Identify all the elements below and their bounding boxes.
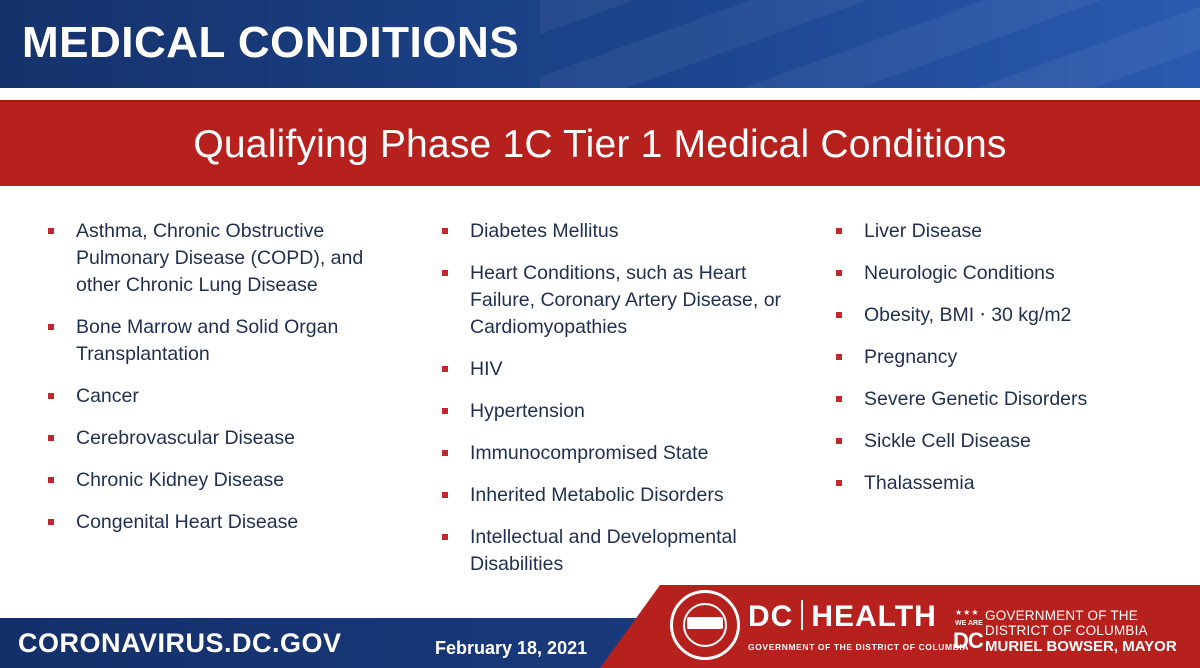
condition-label: Diabetes Mellitus [470, 220, 619, 242]
bullet-square-icon [442, 408, 448, 414]
condition-item [836, 470, 1196, 497]
top-header [0, 0, 1200, 88]
condition-label: Cancer [76, 385, 139, 407]
condition-item [48, 425, 408, 452]
gov-dc-mark: DC [953, 628, 983, 653]
condition-item [442, 482, 802, 509]
condition-item [836, 260, 1196, 287]
bullet-square-icon [836, 438, 842, 444]
condition-label: Chronic Kidney Disease [76, 469, 285, 491]
condition-item [442, 440, 802, 467]
condition-item [48, 509, 408, 536]
bullet-square-icon [836, 396, 842, 402]
we-are-label: WE ARE [955, 620, 983, 627]
dc-seal-icon [670, 590, 740, 660]
bullet-square-icon [442, 366, 448, 372]
condition-label: HIV [470, 358, 503, 380]
header-divider [0, 88, 1200, 100]
condition-item [442, 218, 802, 245]
seal-center-tag [687, 617, 723, 629]
conditions-column-2 [442, 218, 802, 593]
bullet-square-icon [48, 435, 54, 441]
bullet-square-icon [836, 270, 842, 276]
condition-label: Severe Genetic Disorders [864, 388, 1088, 410]
condition-item [836, 428, 1196, 455]
condition-item [442, 398, 802, 425]
bullet-square-icon [442, 270, 448, 276]
condition-item [48, 314, 408, 368]
condition-item [836, 386, 1196, 413]
condition-item [836, 344, 1196, 371]
conditions-list-2 [442, 218, 802, 578]
banner-title: Qualifying Phase 1C Tier 1 Medical Conditions [193, 123, 1007, 166]
dc-health-logo [748, 600, 937, 634]
conditions-column-1 [48, 218, 408, 551]
logo-divider [801, 600, 803, 630]
condition-item [836, 302, 1196, 329]
condition-label: Heart Conditions, such as Heart Failure, Coronary Artery Disease, or Cardiomyopathies [470, 262, 782, 338]
bullet-square-icon [442, 534, 448, 540]
bullet-square-icon [442, 228, 448, 234]
page-title: MEDICAL CONDITIONS [22, 18, 520, 67]
condition-item [48, 218, 408, 299]
condition-item [48, 467, 408, 494]
dc-health-health: HEALTH [811, 600, 937, 633]
bullet-square-icon [836, 312, 842, 318]
footer-date: February 18, 2021 [435, 638, 588, 658]
condition-label: Pregnancy [864, 346, 958, 368]
condition-label: Asthma, Chronic Obstructive Pulmonary Disease (COPD), and other Chronic Lung Disease [76, 220, 364, 296]
conditions-list-1 [48, 218, 408, 536]
bullet-square-icon [48, 228, 54, 234]
website-url: CORONAVIRUS.DC.GOV [18, 628, 342, 658]
gov-line-1: GOVERNMENT OF THE [985, 608, 1138, 623]
bullet-square-icon [48, 393, 54, 399]
condition-label: Obesity, BMI ⋅ 30 kg/m2 [864, 304, 1072, 326]
header-stripes [540, 0, 1200, 88]
conditions-column-3 [836, 218, 1196, 512]
conditions-list-3 [836, 218, 1196, 497]
condition-label: Congenital Heart Disease [76, 511, 299, 533]
condition-label: Thalassemia [864, 472, 975, 494]
condition-item [442, 356, 802, 383]
red-banner [0, 100, 1200, 186]
condition-label: Liver Disease [864, 220, 983, 242]
gov-line-2: DISTRICT OF COLUMBIA [985, 623, 1148, 638]
condition-item [836, 218, 1196, 245]
dc-health-dc: DC [748, 600, 794, 633]
condition-label: Immunocompromised State [470, 442, 709, 464]
bullet-square-icon [48, 519, 54, 525]
bullet-square-icon [48, 324, 54, 330]
bullet-square-icon [442, 450, 448, 456]
dc-health-subtitle: GOVERNMENT OF THE DISTRICT OF COLUMBIA [748, 642, 970, 652]
condition-label: Bone Marrow and Solid Organ Transplantation [76, 316, 339, 365]
bullet-square-icon [836, 354, 842, 360]
condition-label: Intellectual and Developmental Disabilities [470, 526, 737, 575]
condition-item [48, 383, 408, 410]
condition-label: Inherited Metabolic Disorders [470, 484, 724, 506]
government-text [985, 608, 1195, 655]
condition-item [442, 260, 802, 341]
bullet-square-icon [442, 492, 448, 498]
bullet-square-icon [48, 477, 54, 483]
dc-flag-stars-icon: ★★★ [955, 608, 980, 617]
condition-label: Cerebrovascular Disease [76, 427, 295, 449]
bullet-square-icon [836, 480, 842, 486]
condition-label: Hypertension [470, 400, 585, 422]
condition-item [442, 524, 802, 578]
condition-label: Neurologic Conditions [864, 262, 1055, 284]
bullet-square-icon [836, 228, 842, 234]
condition-label: Sickle Cell Disease [864, 430, 1031, 452]
gov-line-3: MURIEL BOWSER, MAYOR [985, 638, 1177, 655]
